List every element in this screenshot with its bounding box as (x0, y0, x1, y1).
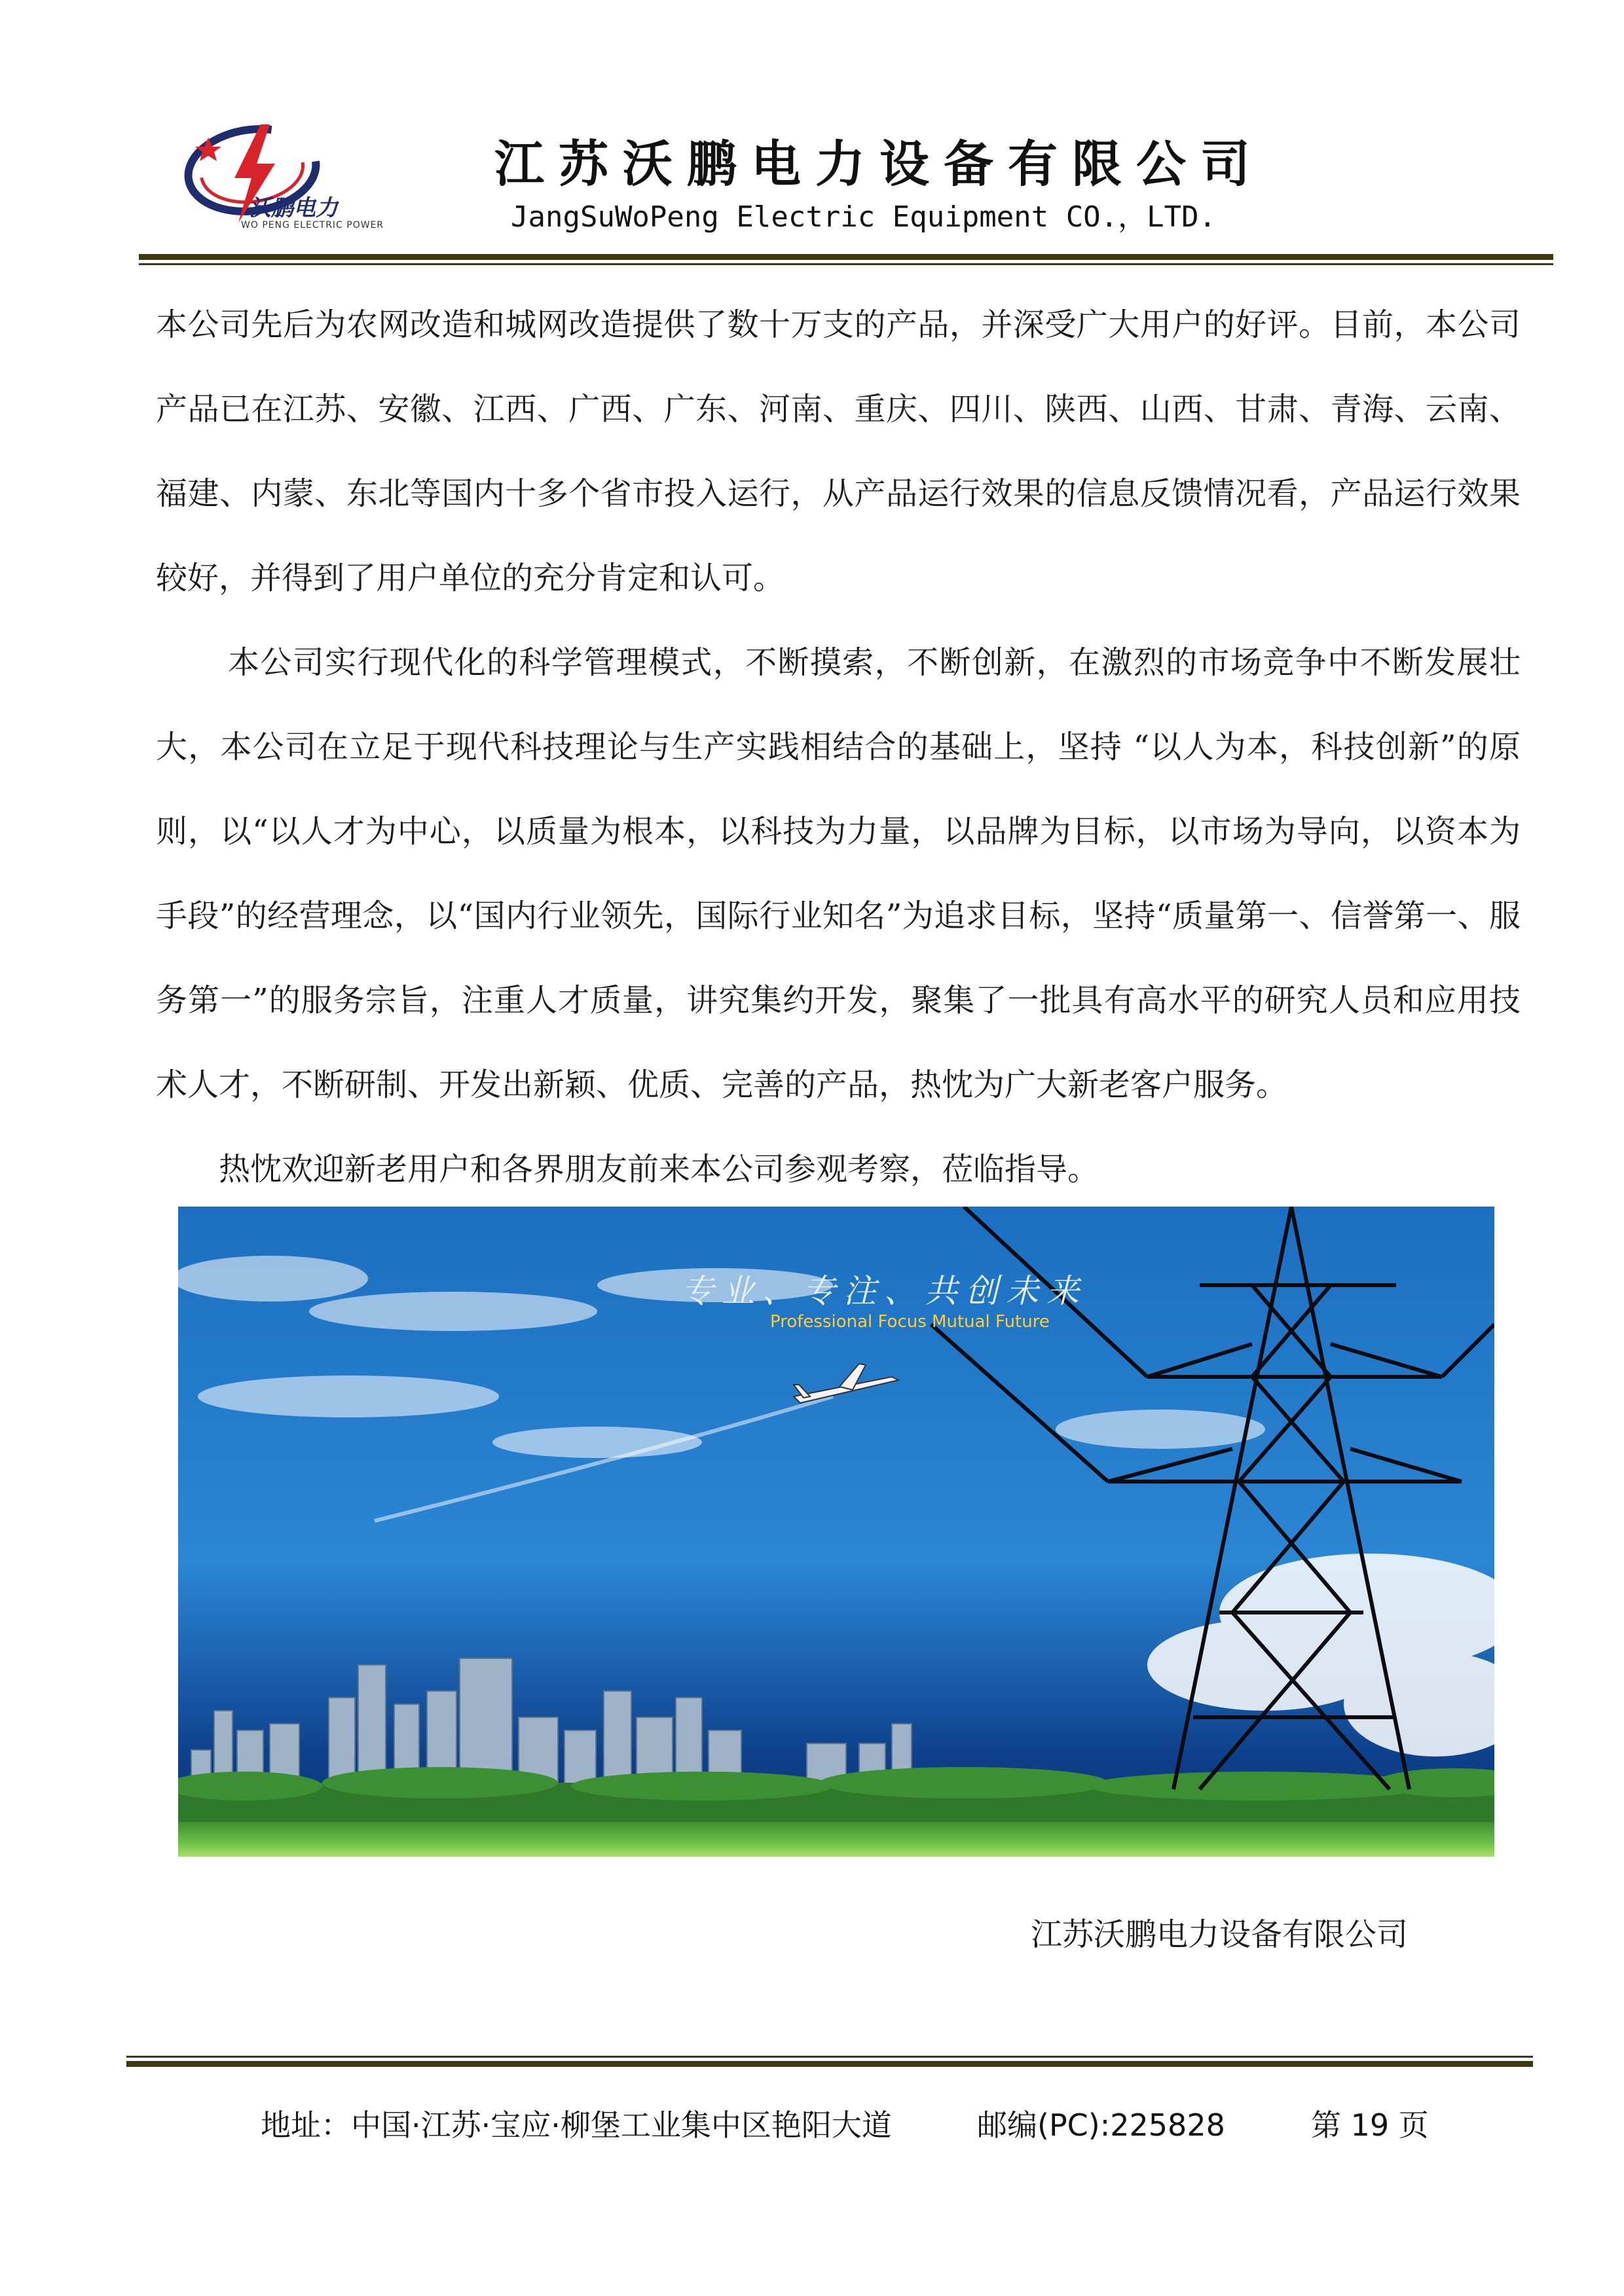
body-text (156, 283, 1521, 1212)
page-number: 第 19 页 (1311, 2107, 1429, 2143)
page-header (0, 0, 1624, 275)
paragraph-1: 本公司先后为农网改造和城网改造提供了数十万支的产品，并深受广大用户的好评。目前，本公司产品已在江苏、安徽、江西、广西、广东、河南、重庆、四川、陕西、山西、甘肃、青海、云南、福建、内蒙、东北等国内十多个省市投入运行，从产品运行效果的信息反馈情况看，产品运行效果较好，并得到了用户单位的充分肯定和认可。 (156, 306, 1521, 596)
company-logo (183, 118, 384, 242)
company-signature: 江苏沃鹏电力设备有限公司 (1031, 1916, 1409, 1953)
banner-slogan-cn: 专业、专注、共创未来 (681, 1272, 1087, 1310)
paragraph-2: 本公司实行现代化的科学管理模式，不断摸索，不断创新，在激烈的市场竞争中不断发展壮大，本公司在立足于现代科技理论与生产实践相结合的基础上，坚持 “以人为本，科技创新”的原则，以“以人才为中心，以质量为根本，以科技为力量，以品牌为目标，以市场为导向，以资本为手段”的经营理念，以“国内行业领先，国际行业知名”为追求目标，坚持“质量第一、信誉第一、服务第一”的服务宗旨，注重人才质量，讲究集约开发，聚集了一批具有高水平的研究人员和应用技术人才，不断研制、开发出新颖、优质、完善的产品，热忱为广大新老客户服务。 (156, 644, 1521, 1103)
company-name-en: JangSuWoPeng Electric Equipment CO.，LTD. (511, 200, 1217, 234)
header-rule (139, 254, 1553, 260)
banner-slogan-en: Professional Focus Mutual Future (770, 1312, 1050, 1332)
company-name-cn: 江苏沃鹏电力设备有限公司 (494, 135, 1264, 193)
logo-subtitle: WO PENG ELECTRIC POWER (241, 220, 384, 230)
logo-name: 沃鹏电力 (249, 195, 338, 221)
header-rule-thin (139, 263, 1553, 265)
footer-address: 地址：中国·江苏·宝应·柳堡工业集中区艳阳大道 (261, 2107, 892, 2143)
footer-postcode: 邮编(PC):225828 (977, 2107, 1225, 2143)
footer-rule (126, 2061, 1533, 2067)
footer-rule-thin (126, 2056, 1533, 2058)
paragraph-3: 热忱欢迎新老用户和各界朋友前来本公司参观考察，莅临指导。 (219, 1151, 1099, 1188)
